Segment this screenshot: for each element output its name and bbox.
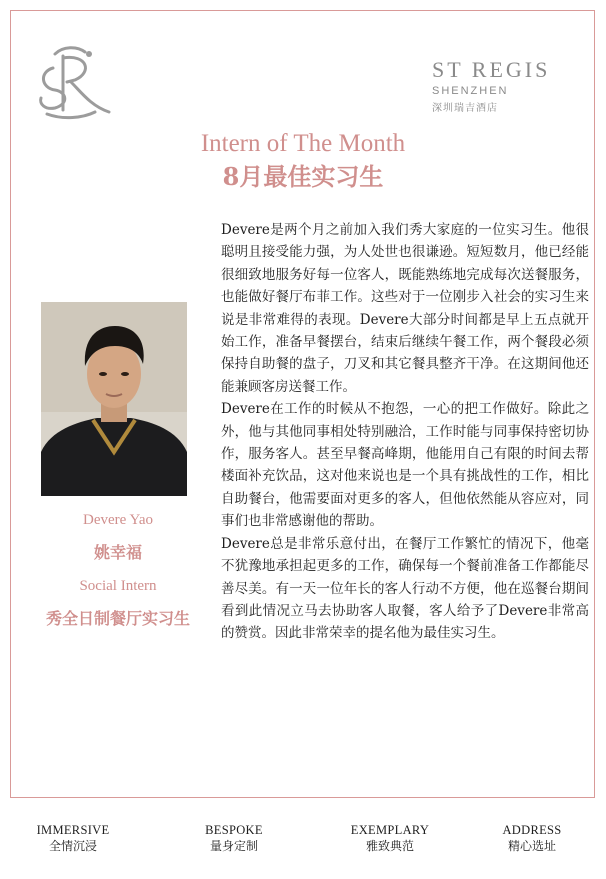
footer-label-chinese: 雅致典范 xyxy=(365,839,414,853)
footer-item-bespoke xyxy=(164,823,304,855)
intern-portrait-photo xyxy=(41,302,187,496)
footer-label-chinese: 精心选址 xyxy=(507,839,556,853)
brand-city: SHENZHEN xyxy=(432,85,509,97)
st-regis-monogram-logo xyxy=(33,42,117,122)
intern-name-chinese: 姚幸福 xyxy=(93,543,142,562)
footer-label-english: EXEMPLARY xyxy=(350,823,430,837)
footer-item-address xyxy=(462,823,602,855)
article-paragraph-3: Devere总是非常乐意付出，在餐厅工作繁忙的情况下，他毫不犹豫地承担起更多的工作，确保每一个餐前准备工作都能尽善尽美。有一天一位年长的客人行动不方便，他在巡餐台期间看到此情况立马去协助客人取餐，客人给予了Devere非常高的赞赏。因此非常荣幸的提名他为最佳实习生。 xyxy=(221,535,589,642)
footer-item-immersive xyxy=(3,823,143,855)
brand-name: ST REGIS xyxy=(432,57,551,82)
intern-title-english: Social Intern xyxy=(79,578,157,594)
headline-chinese: 8月最佳实习生 xyxy=(222,162,384,191)
footer-label-english: BESPOKE xyxy=(205,823,263,837)
article-paragraph-1: Devere是两个月之前加入我们秀大家庭的一位实习生。他很聪明且接受能力强，为人处世也很谦逊。短短数月，他已经能很细致地服务好每一位客人，既能熟练地完成每次送餐服务，也能做好餐厅布菲工作。这些对于一位刚步入社会的实习生来说是非常难得的表现。Devere大部分时间都是早上五点就开始工作，准备早餐摆台，结束后继续午餐工作，两个餐段必须保持自助餐的盘子，刀叉和其它餐具整齐干净。在这期间他还能兼顾客房送餐工作。 xyxy=(221,222,589,395)
footer-label-english: IMMERSIVE xyxy=(36,823,110,837)
footer-label-chinese: 全情沉浸 xyxy=(48,839,97,853)
article-body xyxy=(221,219,589,645)
brand-name-chinese: 深圳瑞吉酒店 xyxy=(432,103,498,114)
headline-english: Intern of The Month xyxy=(200,130,406,157)
intern-name-english: Devere Yao xyxy=(83,512,153,528)
brand-block xyxy=(432,58,582,114)
footer-label-chinese: 量身定制 xyxy=(209,839,258,853)
footer-item-exemplary xyxy=(320,823,460,855)
footer-label-english: ADDRESS xyxy=(502,823,562,837)
intern-title-chinese: 秀全日制餐厅实习生 xyxy=(45,609,190,628)
article-paragraph-2: Devere在工作的时候从不抱怨，一心的把工作做好。除此之外，他与其他同事相处特别融洽，工作时能与同事保持密切协作，服务客人。甚至早餐高峰期，他能用自己有限的时间去帮楼面补充饮品，这对他来说也是一个具有挑战性的工作，相比自助餐台，他需要面对更多的客人，但他依然能从容应对，同事们也非常感谢他的帮助。 xyxy=(221,401,589,530)
